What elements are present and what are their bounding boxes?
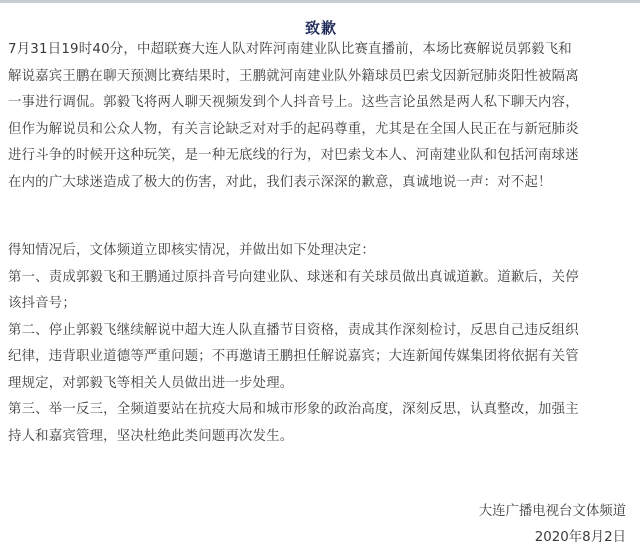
text-line: 持人和嘉宾管理，坚决杜绝此类问题再次发生。 <box>8 428 294 444</box>
text-line: 理规定，对郭毅飞等相关人员做出进一步处理。 <box>8 375 294 391</box>
text-line: 7月31日19时40分，中超联赛大连人队对阵河南建业队比赛直播前，本场比赛解说员郭毅飞和 <box>8 42 572 57</box>
text-line: 解说嘉宾王鹏在聊天预测比赛结果时，王鹏就河南建业队外籍球员巴索戈因新冠肺炎阳性被隔离 <box>8 68 579 84</box>
text-line: 纪律，违背职业道德等严重问题；不再邀请王鹏担任解说嘉宾；大连新闻传媒集团将依据有关管 <box>8 349 579 364</box>
paragraph-statement <box>8 37 634 196</box>
signature-organization: 大连广播电视台文体频道 <box>478 504 626 519</box>
text-line: 一事进行调侃。郭毅飞将两人聊天视频发到个人抖音号上。这些言论虽然是两人私下聊天内容， <box>8 95 579 110</box>
signature-date: 2020年8月2日 <box>534 530 626 545</box>
text-line: 进行斗争的时候开这种玩笑，是一种无底线的行为，对巴索戈本人、河南建业队和包括河南球迷 <box>8 148 579 163</box>
text-line: 得知情况后，文体频道立即核实情况，并做出如下处理决定： <box>8 243 375 258</box>
document-title: 致歉 <box>304 19 337 37</box>
text-line: 在内的广大球迷造成了极大的伤害，对此，我们表示深深的歉意，真诚地说一声：对不起！ <box>8 174 552 190</box>
text-line: 第三、举一反三，全频道要站在抗疫大局和城市形象的政治高度，深刻反思，认真整改，加强主 <box>8 402 579 417</box>
text-line: 该抖音号； <box>8 296 76 311</box>
paragraph-decisions <box>8 238 634 450</box>
text-line: 但作为解说员和公众人物，有关言论缺乏对对手的起码尊重，尤其是在全国人民正在与新冠肺炎 <box>8 121 579 137</box>
text-line: 第二、停止郭毅飞继续解说中超大连人队直播节目资格，责成其作深刻检讨，反思自己违反组织 <box>8 322 579 338</box>
top-divider <box>0 0 640 3</box>
text-line: 第一、责成郭毅飞和王鹏通过原抖音号向建业队、球迷和有关球员做出真诚道歉。道歉后，关停 <box>8 269 579 285</box>
